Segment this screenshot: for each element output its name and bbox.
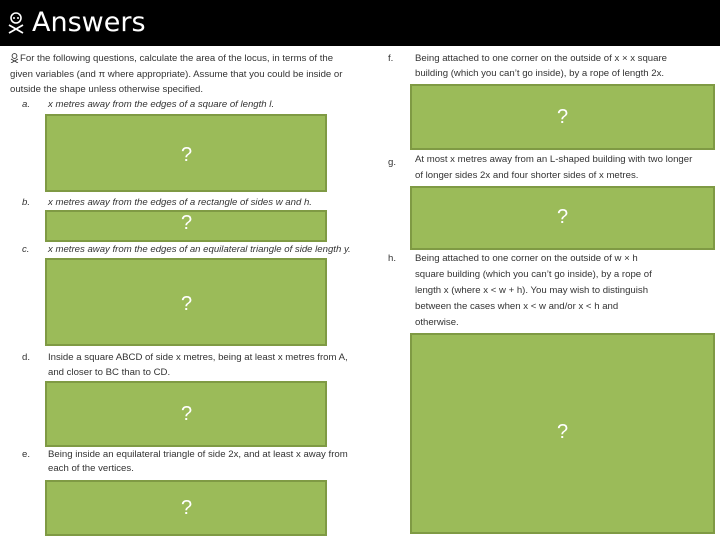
- answer-d-value: ?: [181, 403, 193, 425]
- question-f-line-2: building (which you can’t go inside), by a rope of length 2x.: [415, 68, 665, 79]
- question-h-line-2: square building (which you can’t go inside), by a rope of: [415, 269, 652, 280]
- question-h-label: h.: [388, 253, 397, 264]
- answer-e-value: ?: [181, 497, 193, 519]
- question-g-label: g.: [388, 157, 397, 168]
- question-c-text: x metres away from the edges of an equilateral triangle of side length y.: [48, 244, 351, 255]
- question-b-text: x metres away from the edges of a rectangle of sides w and h.: [48, 197, 312, 208]
- question-g-line-1: At most x metres away from an L-shaped building with two longer: [415, 154, 693, 165]
- question-e-label: e.: [22, 449, 31, 460]
- answer-g-box[interactable]: [410, 186, 715, 250]
- answer-b-box[interactable]: [45, 210, 327, 242]
- question-e-line-2: each of the vertices.: [48, 463, 134, 474]
- answer-g-value: ?: [557, 206, 569, 228]
- question-h-line-4: between the cases when x < w and/or x < h and: [415, 301, 619, 312]
- title-bar: [0, 0, 720, 46]
- question-d-line-1: Inside a square ABCD of side x metres, being at least x metres from A,: [48, 352, 348, 363]
- question-g-line-2: of longer sides 2x and four shorter sides of x metres.: [415, 170, 639, 181]
- intro-line-1: For the following questions, calculate the area of the locus, in terms of the: [20, 53, 334, 64]
- answer-h-box[interactable]: [410, 333, 715, 534]
- question-h-line-1: Being attached to one corner on the outside of w × h: [415, 253, 638, 264]
- question-a-text: x metres away from the edges of a square of length l.: [48, 99, 275, 110]
- answer-e-box[interactable]: [45, 480, 327, 536]
- answer-b-value: ?: [181, 212, 193, 234]
- page-title: Answers: [32, 7, 146, 38]
- answer-c-value: ?: [181, 293, 193, 315]
- intro-line-3: outside the shape unless otherwise specified.: [10, 84, 204, 95]
- question-c-label: c.: [22, 244, 30, 255]
- question-a-label: a.: [22, 99, 31, 110]
- question-d-label: d.: [22, 352, 31, 363]
- answer-c-box[interactable]: [45, 258, 327, 346]
- question-f-line-1: Being attached to one corner on the outside of x × x square: [415, 53, 668, 64]
- answer-d-box[interactable]: [45, 381, 327, 447]
- answer-f-value: ?: [557, 106, 569, 128]
- skull-crossbones-icon: [10, 53, 19, 63]
- answer-h-value: ?: [557, 421, 569, 443]
- question-f-label: f.: [388, 53, 394, 64]
- answer-f-box[interactable]: [410, 84, 715, 150]
- intro-line-2: given variables (and π where appropriate). Assume that you could be inside or: [10, 69, 343, 80]
- skull-crossbones-icon: [6, 12, 26, 34]
- answer-a-value: ?: [181, 144, 193, 166]
- question-h-line-5: otherwise.: [415, 317, 459, 328]
- question-b-label: b.: [22, 197, 31, 208]
- question-h-line-3: length x (where x < w + h). You may wish to distinguish: [415, 285, 649, 296]
- question-d-line-2: and closer to BC than to CD.: [48, 367, 171, 378]
- question-e-line-1: Being inside an equilateral triangle of side 2x, and at least x away from: [48, 449, 348, 460]
- answer-a-box[interactable]: [45, 114, 327, 192]
